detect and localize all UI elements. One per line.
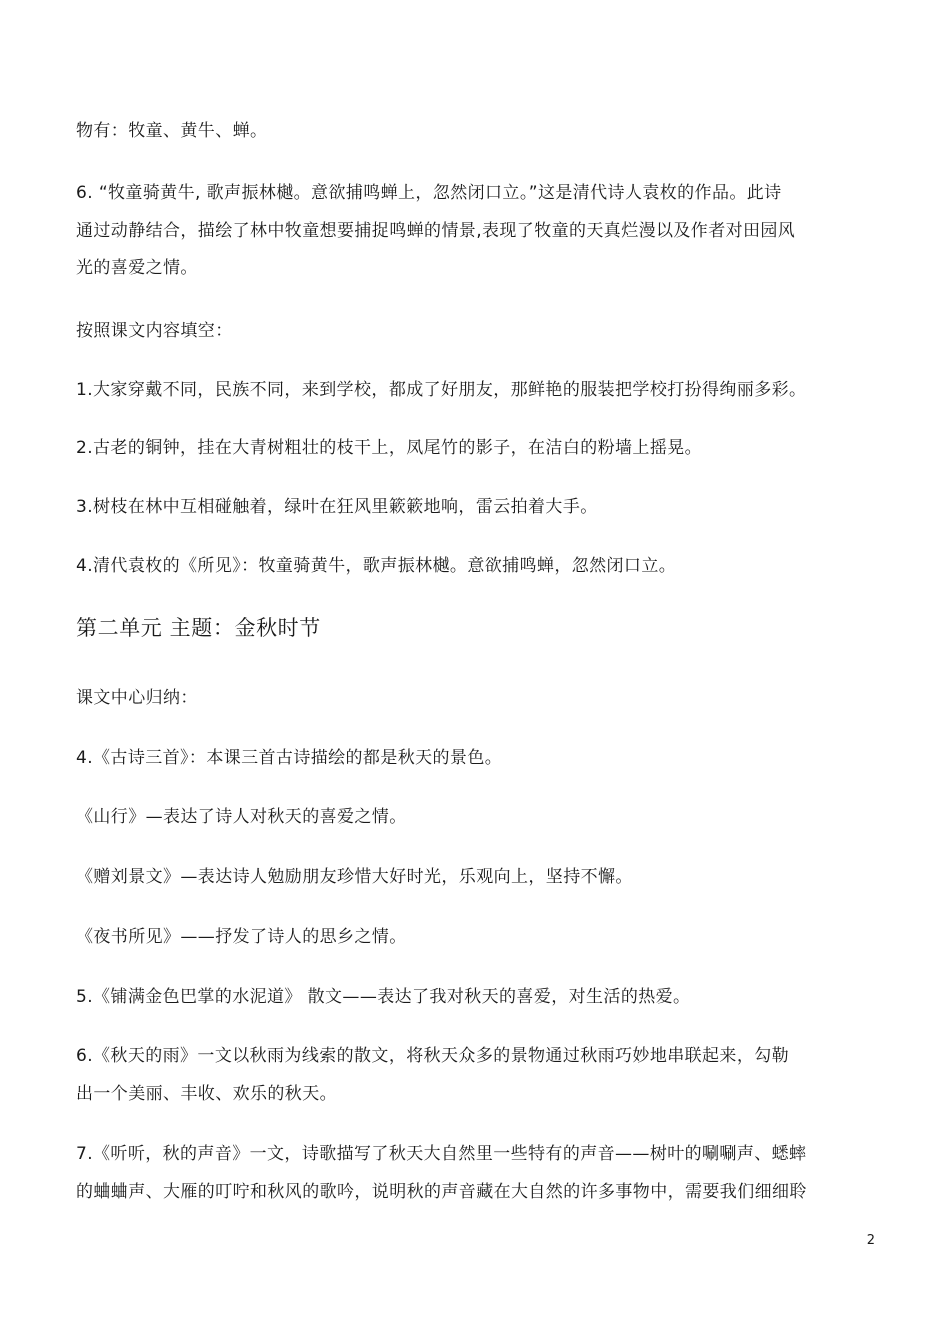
text-line: 课文中心归纳：	[76, 688, 198, 708]
text-line: 4.《古诗三首》：本课三首古诗描绘的都是秋天的景色。	[76, 748, 503, 768]
text-line: 《山行》—表达了诗人对秋天的喜爱之情。	[76, 807, 407, 827]
text-line: 5.《铺满金色巴掌的水泥道》 散文——表达了我对秋天的喜爱，对生活的热爱。	[76, 987, 691, 1007]
text-line: 6. “牧童骑黄牛, 歌声振林樾。意欲捕鸣蝉上，忽然闭口立。”这是清代诗人袁枚的作品。此诗	[76, 183, 782, 203]
text-line: 6.《秋天的雨》一文以秋雨为线索的散文，将秋天众多的景物通过秋雨巧妙地串联起来，勾勒	[76, 1046, 790, 1066]
text-line: 7.《听听，秋的声音》一文，诗歌描写了秋天大自然里一些特有的声音——树叶的唰唰声、蟋蟀	[76, 1144, 807, 1164]
text-line: 《赠刘景文》—表达诗人勉励朋友珍惜大好时光，乐观向上，坚持不懈。	[76, 867, 633, 887]
text-line: 《夜书所见》——抒发了诗人的思乡之情。	[76, 927, 407, 947]
text-line: 通过动静结合，描绘了林中牧童想要捕捉鸣蝉的情景,表现了牧童的天真烂漫以及作者对田园风	[76, 221, 796, 241]
page-number: 2	[866, 1233, 875, 1248]
text-line: 物有：牧童、黄牛、蝉。	[76, 121, 268, 141]
text-line: 出一个美丽、丰收、欢乐的秋天。	[76, 1084, 337, 1104]
text-line: 4.清代袁枚的《所见》：牧童骑黄牛，歌声振林樾。意欲捕鸣蝉，忽然闭口立。	[76, 556, 677, 576]
text-line: 的蛐蛐声、大雁的叮咛和秋风的歌吟，说明秋的声音藏在大自然的许多事物中，需要我们细细聆	[76, 1182, 807, 1202]
section-heading: 第二单元 主题：金秋时节	[76, 616, 321, 640]
text-line: 按照课文内容填空：	[76, 321, 233, 341]
text-line: 1.大家穿戴不同，民族不同，来到学校，都成了好朋友，那鲜艳的服装把学校打扮得绚丽多彩。	[76, 380, 807, 400]
text-line: 光的喜爱之情。	[76, 258, 198, 278]
text-line: 2.古老的铜钟，挂在大青树粗壮的枝干上，凤尾竹的影子，在洁白的粉墙上摇晃。	[76, 438, 703, 458]
text-line: 3.树枝在林中互相碰触着，绿叶在狂风里簌簌地响，雷云拍着大手。	[76, 497, 598, 517]
